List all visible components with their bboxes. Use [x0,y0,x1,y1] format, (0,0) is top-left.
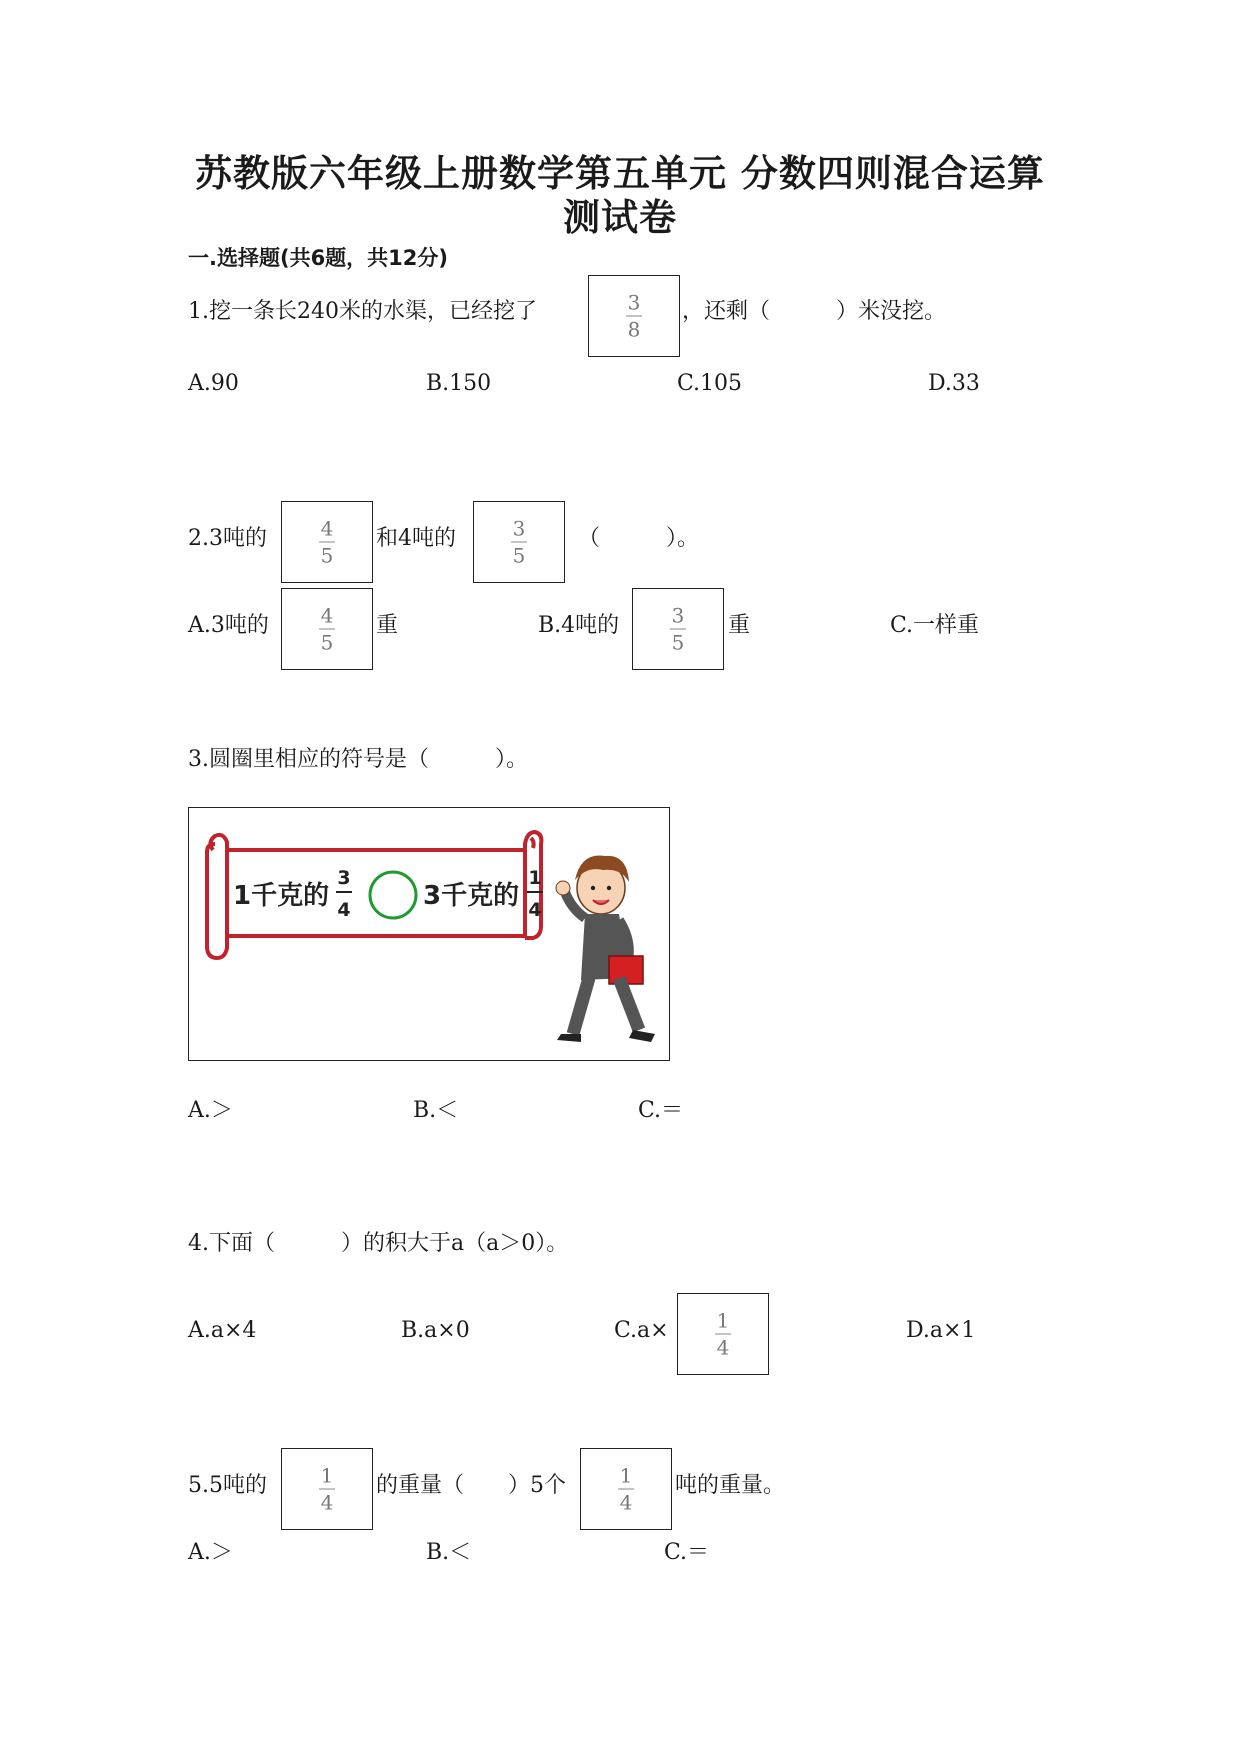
fraction [618,1465,634,1514]
q3-option-b[interactable]: B.＜ [413,1098,459,1123]
fraction-bar [626,316,642,317]
q1-option-d[interactable]: D.33 [928,371,980,396]
scroll-illustration [189,808,669,1060]
q5-option-b[interactable]: B.＜ [426,1540,472,1565]
q4-option-a[interactable]: A.a×4 [188,1318,257,1343]
numerator: 3 [627,290,641,315]
fraction-bar [618,1489,634,1490]
q2-fraction-image-2 [473,501,565,583]
q5-stem-end: 吨的重量。 [675,1473,786,1498]
right-denominator: 4 [528,899,542,921]
denominator: 8 [627,317,641,342]
q2-option-b-text: B.4吨的 [538,613,620,638]
denominator: 5 [320,543,334,568]
fraction [715,1310,731,1359]
title-line-2: 测试卷 [563,196,677,239]
fraction-bar [511,542,527,543]
q2-stem-start: 2.3吨的 [188,526,267,551]
fraction-bar [319,542,335,543]
q2-stem-middle: 和4吨的 [376,526,456,551]
numerator: 1 [716,1308,730,1333]
fraction [319,605,335,654]
fraction [511,518,527,567]
left-numerator: 3 [337,867,351,889]
q4-option-c-text: C.a× [614,1318,669,1343]
q5-fraction-image-2 [580,1448,672,1530]
q3-stem: 3.圆圈里相应的符号是（ ）。 [188,747,528,772]
q2-stem-end: （ ）。 [578,526,700,551]
q5-stem-middle: 的重量（ ）5个 [376,1473,566,1498]
denominator: 4 [619,1490,633,1515]
q1-option-c[interactable]: C.105 [677,371,743,396]
q3-option-a[interactable]: A.＞ [188,1098,233,1123]
q5-option-a[interactable]: A.＞ [188,1540,233,1565]
q1-stem-start: 1.挖一条长240米的水渠，已经挖了 [188,299,537,324]
right-expression-lead: 3千克的 [423,881,520,911]
q2-option-b-suffix: 重 [728,613,751,638]
denominator: 5 [671,630,685,655]
q1-option-b[interactable]: B.150 [426,371,492,396]
numerator: 1 [619,1463,633,1488]
numerator: 3 [671,603,685,628]
denominator: 5 [320,630,334,655]
boy-figure [556,856,655,1043]
q1-stem-end: ，还剩（ ）米没挖。 [682,299,947,324]
fraction-bar [319,629,335,630]
right-numerator: 1 [528,867,542,889]
q5-option-c[interactable]: C.＝ [664,1540,710,1565]
numerator: 1 [320,1463,334,1488]
q4-option-d[interactable]: D.a×1 [906,1318,976,1343]
q4-stem: 4.下面（ ）的积大于a（a＞0）。 [188,1231,569,1256]
denominator: 4 [716,1335,730,1360]
denominator: 5 [512,543,526,568]
q1-option-a[interactable]: A.90 [188,371,239,396]
left-denominator: 4 [337,899,351,921]
q3-option-c[interactable]: C.＝ [638,1098,684,1123]
fraction [319,1465,335,1514]
fraction-bar [319,1489,335,1490]
q3-illustration [188,807,670,1061]
fraction-bar [715,1334,731,1335]
q2-fraction-image-1 [281,501,373,583]
q2-option-b-fraction [632,588,724,670]
q2-option-c[interactable]: C.一样重 [890,613,980,638]
q4-option-b[interactable]: B.a×0 [401,1318,470,1343]
fraction [319,518,335,567]
denominator: 4 [320,1490,334,1515]
q2-option-a-fraction [281,588,373,670]
fraction-bar [670,629,686,630]
q5-stem-start: 5.5吨的 [188,1473,267,1498]
numerator: 4 [320,603,334,628]
fraction [670,605,686,654]
q1-fraction-image [588,275,680,357]
fraction [626,292,642,341]
q4-option-c-fraction [677,1293,769,1375]
title-line-1: 苏教版六年级上册数学第五单元 分数四则混合运算 [195,152,1045,195]
q2-option-a-text: A.3吨的 [188,613,269,638]
left-expression-lead: 1千克的 [233,881,330,911]
numerator: 3 [512,516,526,541]
section-heading: 一.选择题(共6题，共12分) [188,246,449,270]
numerator: 4 [320,516,334,541]
q5-fraction-image-1 [281,1448,373,1530]
q2-option-a-suffix: 重 [376,613,399,638]
